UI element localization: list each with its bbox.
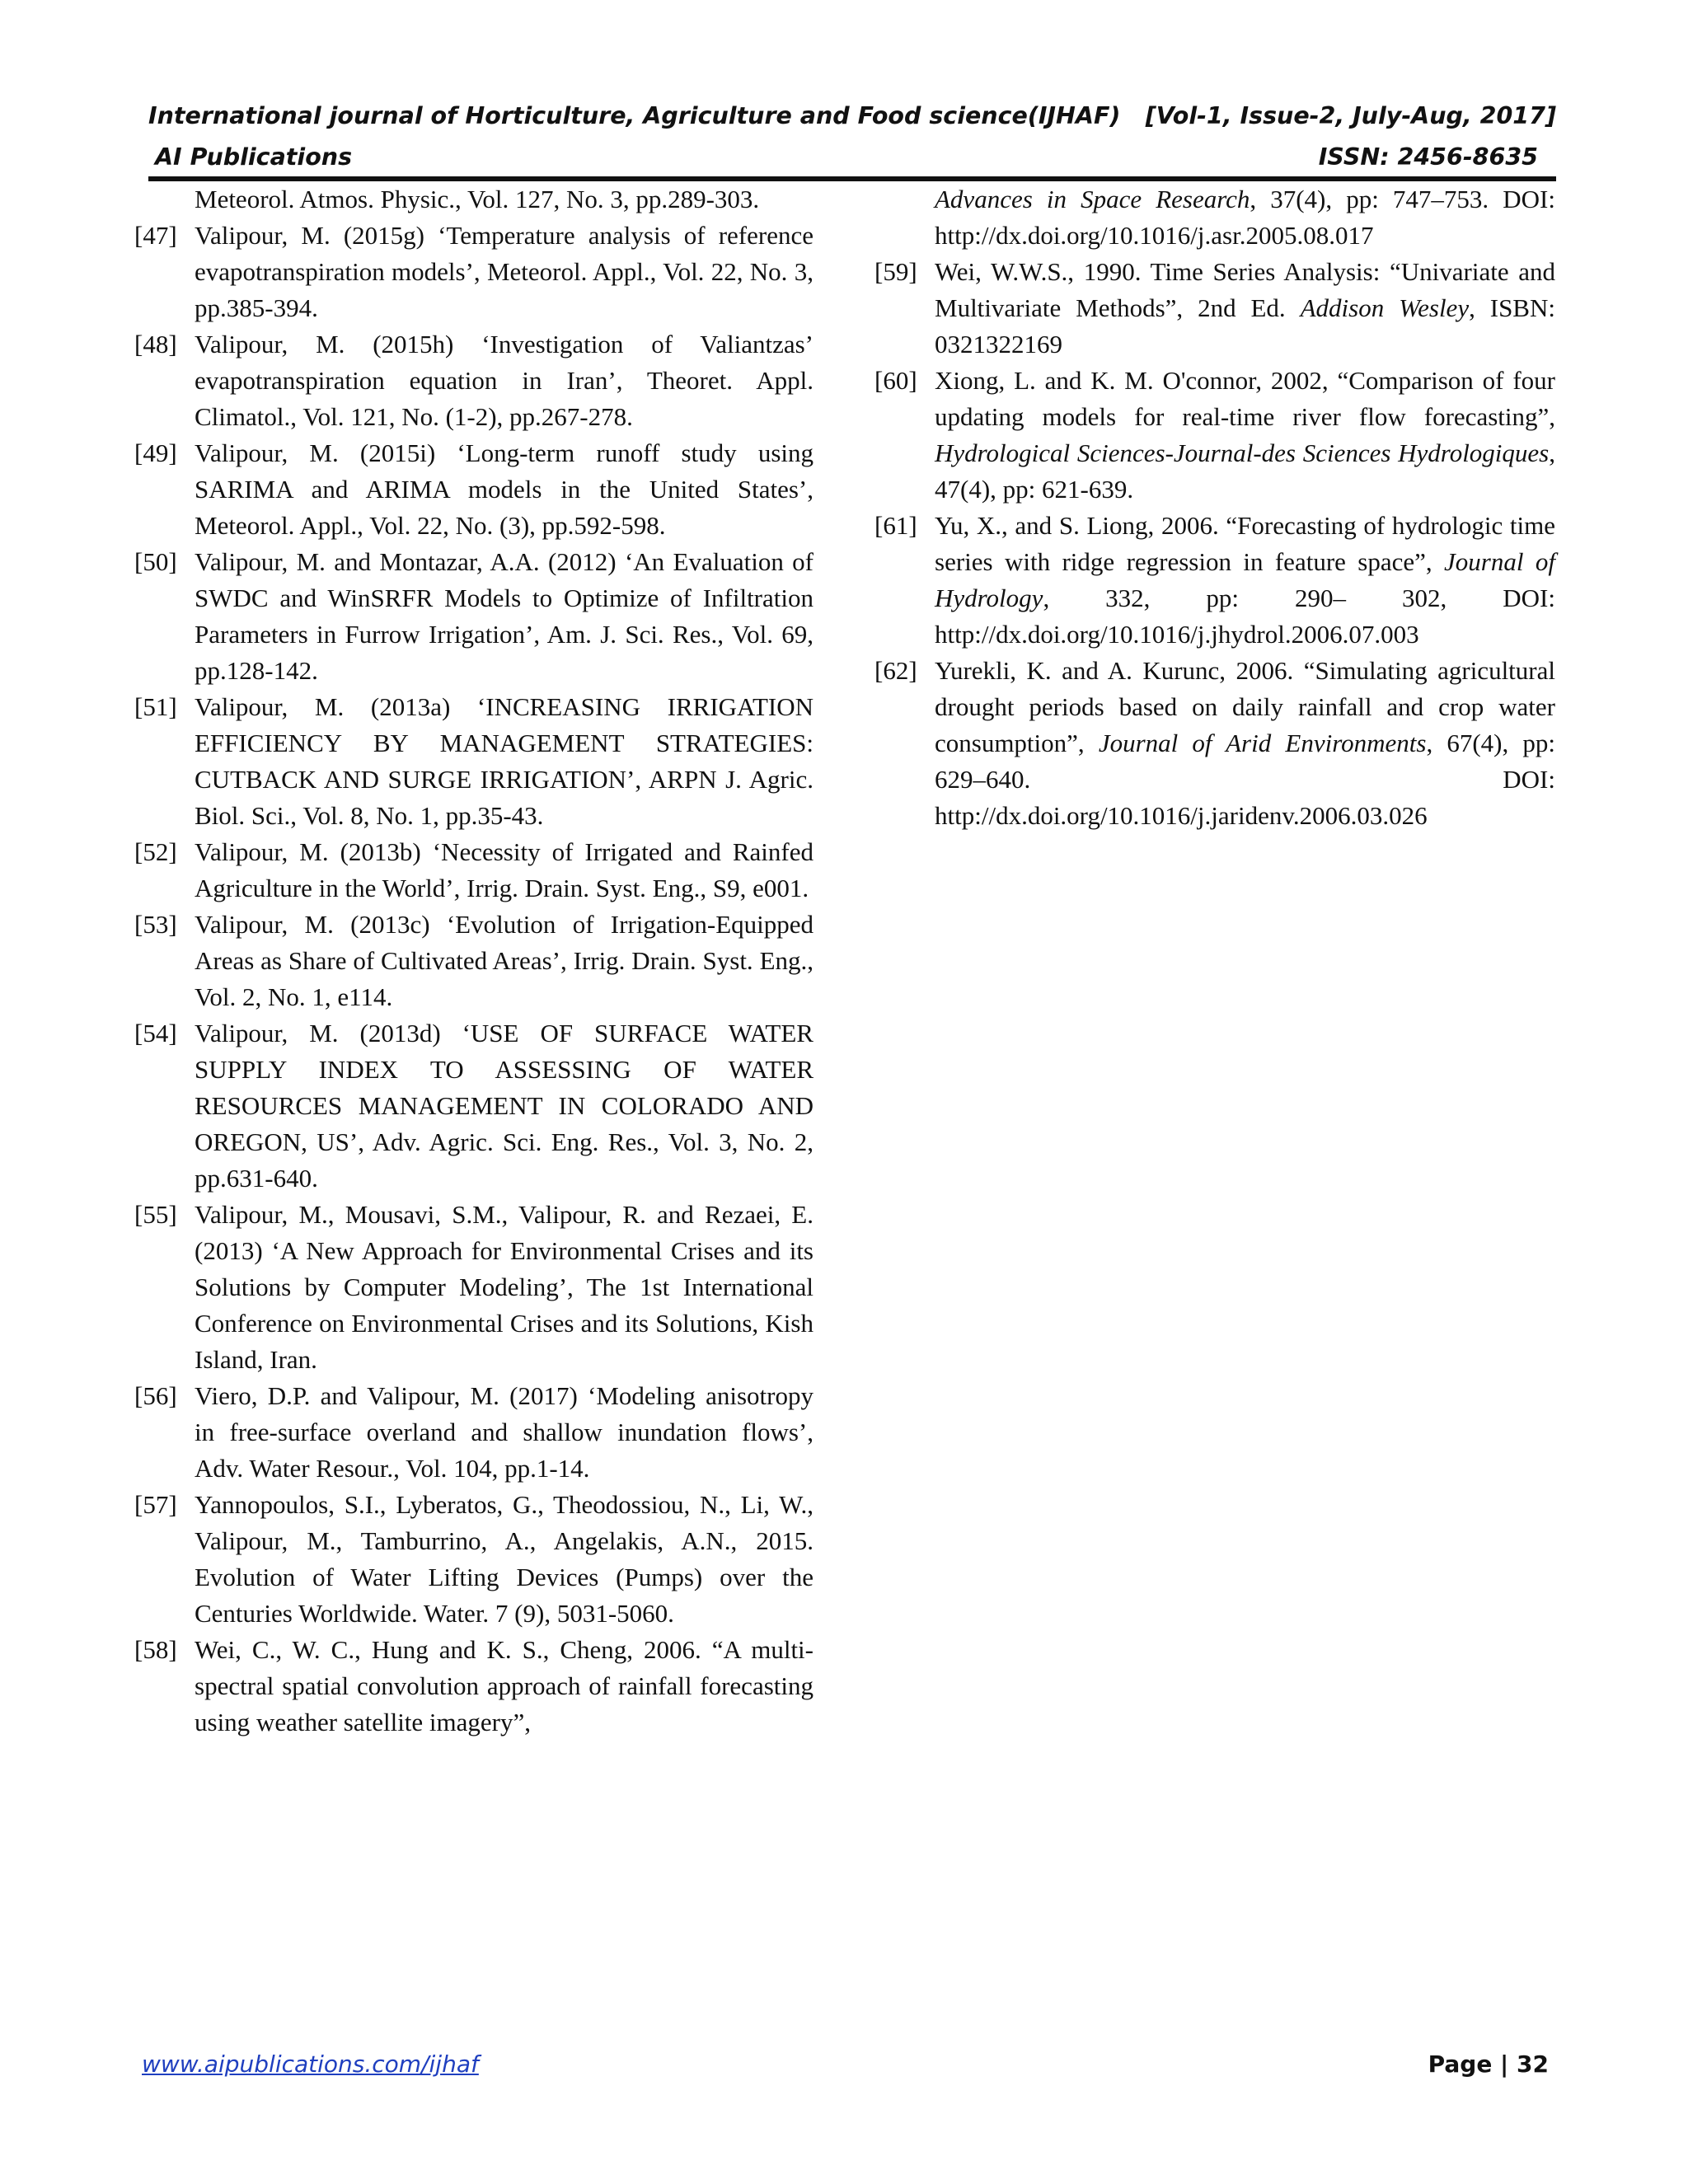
reference-number: [52]: [134, 837, 177, 866]
journal-name: Addison Wesley: [1300, 293, 1470, 322]
header-row-2: [148, 137, 1556, 178]
reference-text: Valipour, M. (2013a) ‘INCREASING IRRIGATION EFFICIENCY BY MANAGEMENT STRATEGIES: CUTBACK AND SURGE IRRIGATION’, ARPN J. Agric. Biol. Sci., Vol. 8, No. 1, pp.35-43.: [195, 692, 814, 830]
reference-text: Viero, D.P. and Valipour, M. (2017) ‘Modeling anisotropy in free-surface overland and shallow inundation flows’, Adv. Water Resour., Vol. 104, pp.1-14.: [195, 1381, 814, 1483]
publisher-name: AI Publications: [155, 143, 353, 171]
reference-text: Valipour, M. (2015g) ‘Temperature analysis of reference evapotranspiration models’, Meteorol. Appl., Vol. 22, No. 3, pp.385-394.: [195, 221, 814, 322]
references-right-column: [874, 181, 1555, 834]
journal-name: Journal of Arid Environments: [1098, 729, 1427, 757]
reference-number: [56]: [134, 1381, 177, 1410]
reference-text: Xiong, L. and K. M. O'connor, 2002, “Comparison of four updating models for real-time river flow forecasting”, Hydrological Sciences-Journal-des Sciences Hydrologiques, 47(4), pp: 621-639.: [935, 366, 1555, 504]
reference-text: Wei, W.W.S., 1990. Time Series Analysis: “Univariate and Multivariate Methods”, 2nd Ed. Addison Wesley, ISBN: 0321322169: [935, 257, 1555, 359]
page-number: Page | 32: [1428, 2050, 1549, 2078]
reference-text: Valipour, M. (2013c) ‘Evolution of Irrigation-Equipped Areas as Share of Cultivated Areas’, Irrig. Drain. Syst. Eng., Vol. 2, No. 1, e114.: [195, 910, 814, 1011]
volume-info: [Vol-1, Issue-2, July-Aug, 2017]: [1145, 102, 1556, 129]
reference-number: [51]: [134, 692, 177, 721]
journal-name: Advances in Space Research: [935, 185, 1250, 213]
reference-number: [54]: [134, 1019, 177, 1047]
reference-item: [874, 508, 1555, 653]
reference-text: Valipour, M. (2015i) ‘Long-term runoff study using SARIMA and ARIMA models in the United States’, Meteorol. Appl., Vol. 22, No. (3), pp.592-598.: [195, 438, 814, 540]
reference-number: [47]: [134, 221, 177, 250]
journal-title: International journal of Horticulture, Agriculture and Food science(IJHAF): [148, 102, 1121, 129]
reference-item: [134, 435, 814, 544]
reference-item: [134, 689, 814, 834]
reference-item: [134, 834, 814, 907]
reference-number: [49]: [134, 438, 177, 467]
reference-number: [62]: [874, 656, 917, 685]
reference-item: [134, 1197, 814, 1378]
journal-name: Journal of Hydrology: [935, 547, 1555, 612]
journal-url-link[interactable]: www.aipublications.com/ijhaf: [142, 2050, 479, 2078]
reference-text: Valipour, M. (2013d) ‘USE OF SURFACE WATER SUPPLY INDEX TO ASSESSING OF WATER RESOURCES MANAGEMENT IN COLORADO AND OREGON, US’, Adv. Agric. Sci. Eng. Res., Vol. 3, No. 2, pp.631-640.: [195, 1019, 814, 1193]
reference-number: [60]: [874, 366, 917, 395]
reference-number: [58]: [134, 1635, 177, 1664]
reference-continuation: [134, 181, 814, 218]
reference-number: [48]: [134, 330, 177, 359]
reference-text: Valipour, M. (2013b) ‘Necessity of Irrigated and Rainfed Agriculture in the World’, Irrig. Drain. Syst. Eng., S9, e001.: [195, 837, 814, 902]
reference-number: [61]: [874, 511, 917, 540]
reference-item: [874, 363, 1555, 508]
reference-item: [134, 326, 814, 435]
reference-text: Yurekli, K. and A. Kurunc, 2006. “Simulating agricultural drought periods based on daily rainfall and crop water consumption”, Journal of Arid Environments, 67(4), pp: 629–640. DOI: http://dx.doi.org/10.1016/j.jaridenv.2006.03.026: [935, 656, 1555, 830]
issn: ISSN: 2456-8635: [1318, 143, 1538, 171]
reference-text: Valipour, M. (2015h) ‘Investigation of Valiantzas’ evapotranspiration equation in Iran’, Theoret. Appl. Climatol., Vol. 121, No. (1-2), pp.267-278.: [195, 330, 814, 431]
reference-item: [134, 218, 814, 326]
page-header: [148, 96, 1556, 178]
page-footer: [142, 2050, 1549, 2078]
reference-item: [134, 1378, 814, 1487]
reference-text: Wei, C., W. C., Hung and K. S., Cheng, 2006. “A multi-spectral spatial convolution approach of rainfall forecasting using weather satellite imagery”,: [195, 1635, 814, 1736]
reference-number: [59]: [874, 257, 917, 286]
journal-name: Hydrological Sciences-Journal-des Sciences Hydrologiques: [935, 438, 1550, 467]
reference-item: [134, 544, 814, 689]
reference-item: [134, 1632, 814, 1741]
reference-text: Advances in Space Research, 37(4), pp: 747–753. DOI: http://dx.doi.org/10.1016/j.asr.2005.08.017: [935, 185, 1555, 250]
reference-item: [134, 1015, 814, 1197]
reference-text: Yannopoulos, S.I., Lyberatos, G., Theodossiou, N., Li, W., Valipour, M., Tamburrino, A., Angelakis, A.N., 2015. Evolution of Water Lifting Devices (Pumps) over the Centuries Worldwide. Water. 7 (9), 5031-5060.: [195, 1490, 814, 1628]
reference-item: [134, 907, 814, 1015]
reference-text: Meteorol. Atmos. Physic., Vol. 127, No. 3, pp.289-303.: [195, 185, 760, 213]
reference-item: [874, 653, 1555, 834]
reference-continuation: [874, 181, 1555, 254]
reference-number: [50]: [134, 547, 177, 576]
reference-item: [874, 254, 1555, 363]
reference-number: [53]: [134, 910, 177, 939]
reference-text: Yu, X., and S. Liong, 2006. “Forecasting of hydrologic time series with ridge regression in feature space”, Journal of Hydrology, 332, pp: 290– 302, DOI: http://dx.doi.org/10.1016/j.jhydrol.2006.07.003: [935, 511, 1555, 649]
reference-text: Valipour, M. and Montazar, A.A. (2012) ‘An Evaluation of SWDC and WinSRFR Models to Optimize of Infiltration Parameters in Furrow Irrigation’, Am. J. Sci. Res., Vol. 69, pp.128-142.: [195, 547, 814, 685]
reference-number: [55]: [134, 1200, 177, 1229]
reference-number: [57]: [134, 1490, 177, 1519]
reference-item: [134, 1487, 814, 1632]
references-left-column: [134, 181, 814, 1741]
header-row-1: [148, 96, 1556, 137]
reference-text: Valipour, M., Mousavi, S.M., Valipour, R. and Rezaei, E. (2013) ‘A New Approach for Environmental Crises and its Solutions by Computer Modeling’, The 1st International Conference on Environmental Crises and its Solutions, Kish Island, Iran.: [195, 1200, 814, 1374]
